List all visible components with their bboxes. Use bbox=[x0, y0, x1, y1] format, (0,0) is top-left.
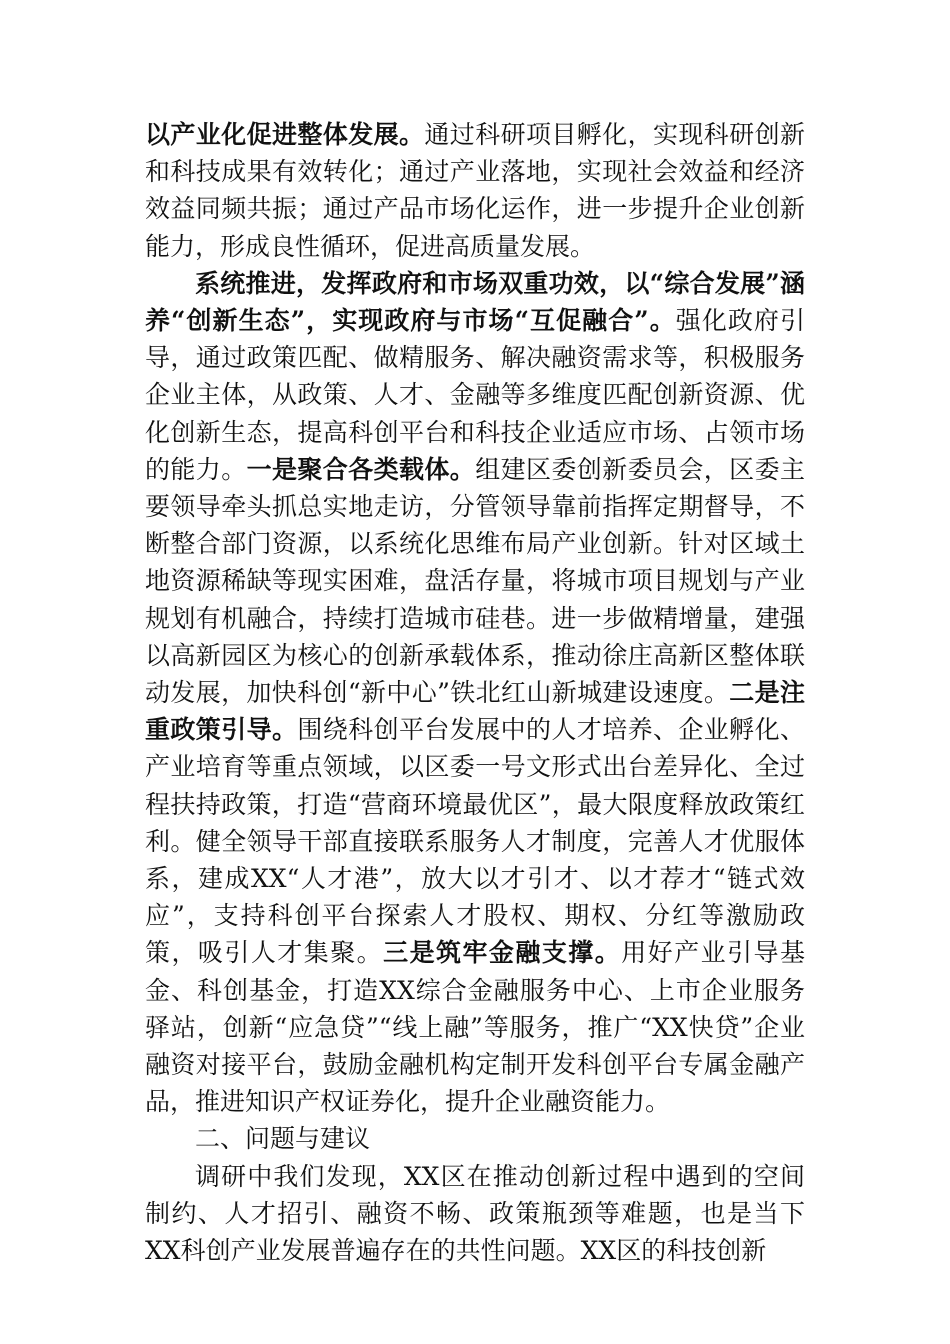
bold-point-one: 一是聚合各类载体。 bbox=[246, 454, 476, 484]
bold-point-two: 二是注重政策引导。 bbox=[145, 678, 805, 745]
section-heading: 二、问题与建议 bbox=[195, 1124, 371, 1154]
paragraph-text: 围绕科创平台发展中的人才培养、企业孵化、产业培育等重点领域，以区委一号文形式出台差异化、全过程扶持政策，打造“营商环境最优区”，最大限度释放政策红利。健全领导干部直接联系服务人才制度，完善人才优服体系，建成XX“人才港”，放大以才引才、以才荐才“链式效应”，支持科创平台探索人才股权、期权、分红等激励政策，吸引人才集聚。 bbox=[145, 715, 805, 968]
bold-lead: 以产业化促进整体发展。 bbox=[145, 120, 425, 149]
paragraph-industrialization bbox=[145, 116, 805, 265]
paragraph-system-advance bbox=[145, 265, 805, 1121]
paragraph-text: 强化政府引导，通过政策匹配、做精服务、解决融资需求等，积极服务企业主体，从政策、人才、金融等多维度匹配创新资源、优化创新生态，提高科创平台和科技企业适应市场、占领市场的能力。 bbox=[145, 306, 805, 484]
paragraph-findings bbox=[145, 1158, 805, 1270]
document-page bbox=[145, 116, 805, 1269]
paragraph-text: 调研中我们发现，XX区在推动创新过程中遇到的空间制约、人才招引、融资不畅、政策瓶颈等难题，也是当下XX科创产业发展普遍存在的共性问题。XX区的科技创新 bbox=[145, 1161, 805, 1266]
paragraph-text: 组建区委创新委员会，区委主要领导牵头抓总实地走访，分管领导靠前指挥定期督导，不断整合部门资源，以系统化思维布局产业创新。针对区域土地资源稀缺等现实困难，盘活存量，将城市项目规划与产业规划有机融合，持续打造城市硅巷。进一步做精增量，建强以高新园区为核心的创新承载体系，推动徐庄高新区整体联动发展，加快科创“新中心”铁北红山新城建设速度。 bbox=[145, 454, 805, 708]
bold-lead: 系统推进，发挥政府和市场双重功效，以“综合发展”涵养“创新生态”，实现政府与市场“互促融合”。 bbox=[145, 268, 805, 336]
paragraph-text: 通过科研项目孵化，实现科研创新和科技成果有效转化；通过产业落地，实现社会效益和经济效益同频共振；通过产品市场化运作，进一步提升企业创新能力，形成良性循环，促进高质量发展。 bbox=[145, 120, 805, 261]
bold-point-three: 三是筑牢金融支撑。 bbox=[383, 938, 622, 968]
paragraph-text: 用好产业引导基金、科创基金，打造XX综合金融服务中心、上市企业服务驿站，创新“应急贷”“线上融”等服务，推广“XX快贷”企业融资对接平台，鼓励金融机构定制开发科创平台专属金融产品，推进知识产权证券化，提升企业融资能力。 bbox=[145, 938, 805, 1117]
